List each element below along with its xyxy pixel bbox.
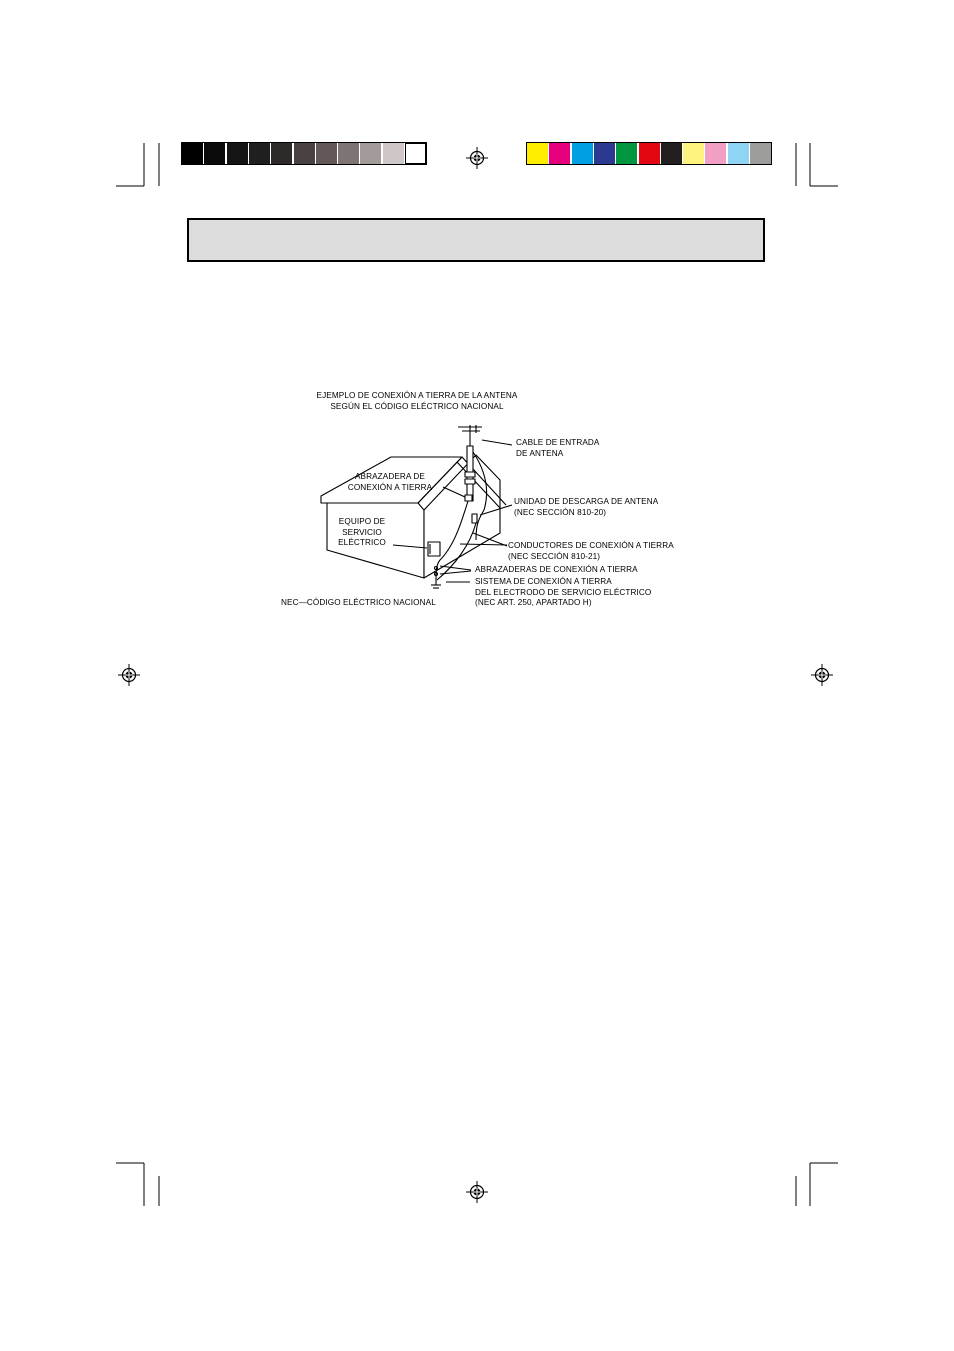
label-sistema-conexion: SISTEMA DE CONEXIÓN A TIERRA DEL ELECTRODO DE SERVICIO ELÉCTRICO (NEC ART. 250, APARTADO H) <box>475 577 652 607</box>
label-nec-footnote: NEC—CÓDIGO ELÉCTRICO NACIONAL <box>281 598 436 607</box>
color-swatch <box>616 143 637 164</box>
color-swatch <box>683 143 704 164</box>
color-swatch <box>705 143 726 164</box>
color-swatch <box>549 143 570 164</box>
color-swatch <box>204 143 225 164</box>
color-swatch <box>294 143 315 164</box>
color-swatch <box>360 143 381 164</box>
color-swatch <box>639 143 660 164</box>
label-equipo-servicio: EQUIPO DE SERVICIO ELÉCTRICO <box>338 517 386 547</box>
color-swatch <box>750 143 771 164</box>
label-conductores: CONDUCTORES DE CONEXIÓN A TIERRA (NEC SECCIÓN 810-21) <box>508 541 674 561</box>
color-swatch <box>594 143 615 164</box>
color-swatch <box>661 143 682 164</box>
registration-mark-icon <box>466 147 488 169</box>
color-swatch <box>316 143 337 164</box>
label-cable-entrada: CABLE DE ENTRADA DE ANTENA <box>516 438 600 458</box>
label-abrazaderas: ABRAZADERAS DE CONEXIÓN A TIERRA <box>475 565 638 574</box>
color-swatch <box>572 143 593 164</box>
color-swatch <box>527 143 548 164</box>
color-swatch <box>182 143 203 164</box>
label-unidad-descarga: UNIDAD DE DESCARGA DE ANTENA (NEC SECCIÓN 810-20) <box>514 497 659 517</box>
color-swatch <box>271 143 292 164</box>
color-swatch <box>405 143 426 164</box>
registration-mark-icon <box>466 1181 488 1203</box>
registration-mark-icon <box>811 664 833 686</box>
color-swatch <box>383 143 404 164</box>
label-abrazadera: ABRAZADERA DE CONEXIÓN A TIERRA <box>347 472 433 492</box>
registration-mark-icon <box>118 664 140 686</box>
diagram-title: EJEMPLO DE CONEXIÓN A TIERRA DE LA ANTENA SEGÚN EL CÓDIGO ELÉCTRICO NACIONAL <box>316 391 518 411</box>
color-swatch <box>728 143 749 164</box>
color-swatch <box>249 143 270 164</box>
section-header-box <box>187 218 765 262</box>
color-swatch <box>338 143 359 164</box>
color-swatch <box>227 143 248 164</box>
